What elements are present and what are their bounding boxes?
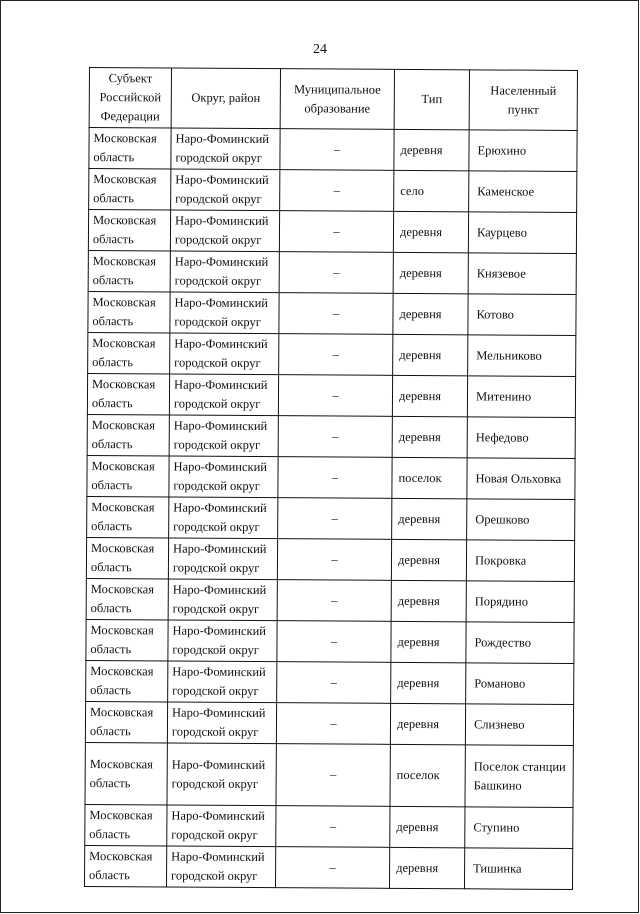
type-cell: деревня	[389, 847, 464, 888]
subject-cell: Московская область	[84, 845, 166, 887]
table-row	[87, 455, 575, 499]
district-cell: Наро-Фоминский городской округ	[170, 333, 279, 375]
settlement-cell: Каменское	[469, 171, 577, 213]
settlement-cell: Митенино	[467, 376, 575, 418]
district-cell: Наро-Фоминский городской округ	[170, 292, 279, 334]
type-cell: поселок	[392, 457, 467, 498]
type-cell: деревня	[391, 662, 466, 703]
subject-cell: Московская область	[85, 701, 167, 743]
table-row	[88, 291, 576, 335]
subject-cell: Московская область	[89, 169, 171, 211]
settlement-cell: Ерюхино	[469, 130, 577, 172]
settlement-cell: Ступино	[465, 807, 573, 849]
table-row	[86, 537, 574, 581]
municipality-cell: –	[279, 293, 393, 335]
subject-cell: Московская область	[88, 250, 170, 292]
type-cell: деревня	[394, 129, 469, 170]
subject-cell: Московская область	[85, 804, 167, 846]
municipality-cell: –	[277, 662, 391, 704]
type-cell: деревня	[393, 293, 468, 334]
table-row	[87, 414, 575, 458]
page-number: 24	[313, 42, 327, 57]
table-row	[89, 128, 577, 172]
table-row	[85, 742, 573, 807]
header-municipality: Муниципальное образование	[280, 69, 394, 130]
municipality-cell: –	[280, 170, 394, 212]
district-cell: Наро-Фоминский городской округ	[169, 456, 278, 498]
municipality-cell: –	[277, 580, 391, 622]
subject-cell: Московская область	[88, 291, 170, 333]
type-cell: деревня	[391, 580, 466, 621]
settlement-cell: Мельниково	[468, 335, 576, 377]
subject-cell: Московская область	[86, 537, 168, 579]
type-cell: деревня	[392, 375, 467, 416]
type-cell: деревня	[392, 416, 467, 457]
table-header-row	[89, 68, 577, 131]
district-cell: Наро-Фоминский городской округ	[167, 805, 276, 847]
subject-cell: Московская область	[85, 742, 167, 804]
subject-cell: Московская область	[87, 373, 169, 415]
table-row	[88, 332, 576, 376]
subject-cell: Московская область	[87, 455, 169, 497]
table-body	[84, 128, 577, 890]
header-district: Округ, район	[171, 68, 280, 129]
type-cell: поселок	[390, 744, 465, 806]
settlement-cell: Котово	[468, 294, 576, 336]
municipality-cell: –	[279, 252, 393, 294]
district-cell: Наро-Фоминский городской округ	[168, 661, 277, 703]
type-cell: деревня	[390, 806, 465, 847]
municipality-cell: –	[277, 621, 391, 663]
municipality-cell: –	[278, 457, 392, 499]
district-cell: Наро-Фоминский городской округ	[169, 374, 278, 416]
type-cell: деревня	[393, 211, 468, 252]
municipality-cell: –	[280, 129, 394, 171]
table-row	[87, 496, 575, 540]
settlement-cell: Нефедово	[467, 417, 575, 459]
settlement-cell: Романово	[466, 663, 574, 705]
district-cell: Наро-Фоминский городской округ	[168, 620, 277, 662]
municipality-cell: –	[279, 211, 393, 253]
subject-cell: Московская область	[89, 128, 171, 170]
district-cell: Наро-Фоминский городской округ	[169, 497, 278, 539]
table-row	[84, 845, 572, 889]
type-cell: деревня	[391, 539, 466, 580]
subject-cell: Московская область	[86, 660, 168, 702]
type-cell: деревня	[392, 498, 467, 539]
district-cell: Наро-Фоминский городской округ	[169, 415, 278, 457]
settlements-table	[84, 67, 578, 890]
settlement-cell: Рождество	[466, 622, 574, 664]
district-cell: Наро-Фоминский городской округ	[167, 743, 276, 806]
settlement-cell: Порядино	[466, 581, 574, 623]
municipality-cell: –	[276, 744, 390, 807]
district-cell: Наро-Фоминский городской округ	[168, 579, 277, 621]
table-row	[85, 804, 573, 848]
subject-cell: Московская область	[88, 332, 170, 374]
settlement-cell: Каурцево	[468, 212, 576, 254]
type-cell: деревня	[393, 252, 468, 293]
district-cell: Наро-Фоминский городской округ	[170, 210, 279, 252]
settlement-cell: Орешково	[467, 499, 575, 541]
municipality-cell: –	[275, 847, 389, 889]
district-cell: Наро-Фоминский городской округ	[171, 128, 280, 170]
table-row	[86, 619, 574, 663]
settlement-cell: Слизнево	[465, 704, 573, 746]
table-row	[85, 701, 573, 745]
subject-cell: Московская область	[87, 496, 169, 538]
header-settlement: Населенный пункт	[469, 70, 577, 131]
settlement-cell: Тишинка	[464, 848, 572, 890]
municipality-cell: –	[276, 703, 390, 745]
municipality-cell: –	[278, 416, 392, 458]
municipality-cell: –	[277, 539, 391, 581]
header-type: Тип	[394, 69, 469, 129]
settlement-cell: Князевое	[468, 253, 576, 295]
settlement-cell: Покровка	[466, 540, 574, 582]
subject-cell: Московская область	[88, 210, 170, 252]
subject-cell: Московская область	[86, 619, 168, 661]
municipality-cell: –	[279, 334, 393, 376]
table-row	[88, 210, 576, 254]
table-row	[89, 169, 577, 213]
municipality-cell: –	[276, 806, 390, 848]
district-cell: Наро-Фоминский городской округ	[168, 538, 277, 580]
header-subject: Субъект Российской Федерации	[89, 68, 171, 128]
subject-cell: Московская область	[86, 578, 168, 620]
table-row	[86, 660, 574, 704]
municipality-cell: –	[278, 375, 392, 417]
type-cell: деревня	[390, 703, 465, 744]
district-cell: Наро-Фоминский городской округ	[170, 251, 279, 293]
district-cell: Наро-Фоминский городской округ	[171, 169, 280, 211]
district-cell: Наро-Фоминский городской округ	[166, 846, 275, 888]
type-cell: деревня	[391, 621, 466, 662]
table-row	[86, 578, 574, 622]
settlement-cell: Поселок станции Башкино	[465, 745, 573, 808]
type-cell: село	[394, 170, 469, 211]
table-row	[87, 373, 575, 417]
district-cell: Наро-Фоминский городской округ	[167, 702, 276, 744]
subject-cell: Московская область	[87, 414, 169, 456]
table-row	[88, 250, 576, 294]
settlement-cell: Новая Ольховка	[467, 458, 575, 500]
municipality-cell: –	[278, 498, 392, 540]
type-cell: деревня	[393, 334, 468, 375]
